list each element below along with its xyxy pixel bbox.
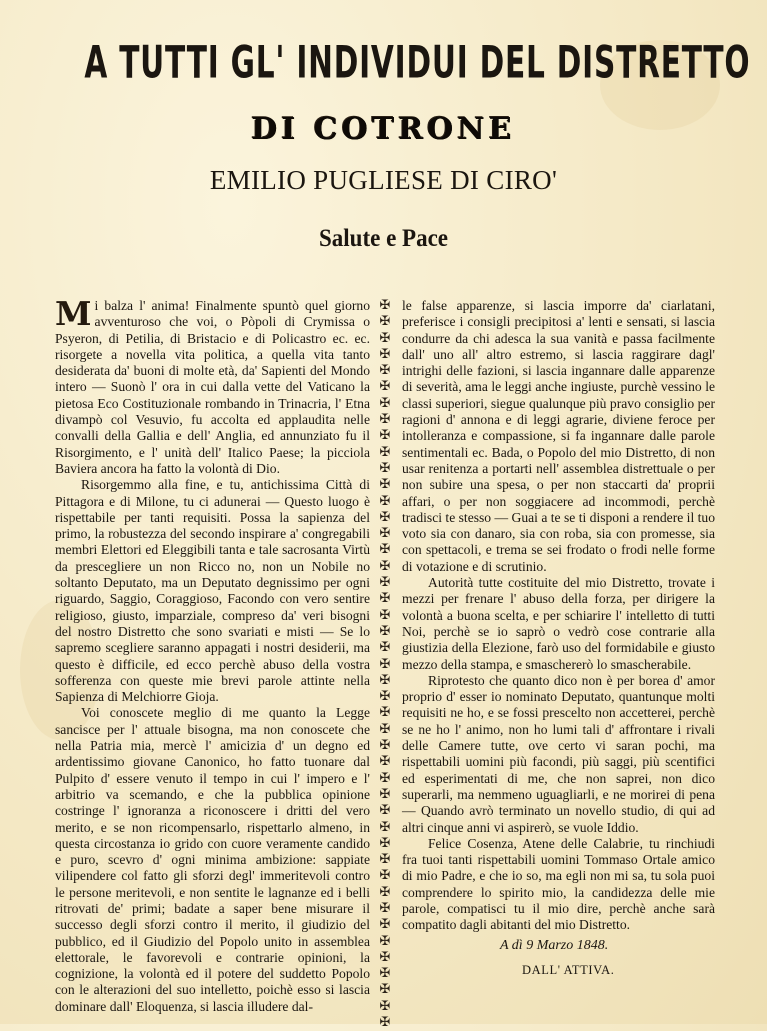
- signature: DALL' ATTIVA.: [522, 963, 615, 977]
- drop-cap: M: [55, 294, 92, 333]
- paragraph-text: i balza l' anima! Finalmente spuntò quel giorno avventuroso che voi, o Pòpoli di Crymissa o Psyeron, di Petilia, di Bristacio e di Policastro ec. ec. risorgete a novella vita politica, a quella vita tanto desiderata da' buoni di molte età, da' Sapienti del Mondo intero — Suonò l' ora in cui dalla vette del Vaticano la pietosa Eco Costituzionale rombando in Trinacria, l' Etna divampò col Vesuvio, fu accolta ed applaudita nelle convalli della Gallia e dell' Anglia, ed annunziato fu il Risorgimento, e l' unità dell' Italico Paese; la picciola Baviera ancora ha fatto la volontà di Dio.: [55, 298, 370, 476]
- paragraph: Risorgemmo alla fine, e tu, antichissima Città di Pittagora e di Milone, tu ci adunerai — Questo luogo è rispettabile per tanti requisiti. Possa la sapienza del primo, la robustezza del secondo inspirare a' congregabili membri Elettori ed Eleggibili tanta e tale sacrosanta Virtù da prescegliere un non Ricco no, non un Nobile no soltanto Deputato, ma un Deputato degnissimo per ogni riguardo, Saggio, Coraggioso, Facondo con vero sentire religioso, giusto, imparziale, compreso da' veri bisogni del nostro Distretto che sono svariati e misti — Se lo sapremo scegliere saranno appagati i nostri desiderii, ma questo è difficile, ed ecco perchè abuso della vostra sofferenza con queste mie brevi parole attinte nella Sapienza di Melchiorre Gioja.: [55, 477, 370, 705]
- right-column: [402, 298, 715, 934]
- date-line: A dì 9 Marzo 1848.: [500, 938, 609, 953]
- paragraph: [55, 294, 370, 477]
- salutation: Salute e Pace: [318, 225, 449, 252]
- paragraph: Felice Cosenza, Atene delle Calabrie, tu rinchiudi fra tuoi tanti rispettabili uomini Tommaso Ortale amico di mio Padre, e che io so, ma egli non mi sa, tu sola puoi comprendere lo spirito mio, la candidezza delle mie parole, compatisci tu il mio dire, perchè anche sarà compatito dagli abitanti del mio Distretto.: [402, 835, 715, 933]
- left-column: [55, 294, 370, 1015]
- paragraph: Voi conoscete meglio di me quanto la Legge sancisce per l' attuale bisogna, ma non conoscete che nella Patria mia, mercè l' amicizia d' un degno ed ardentissimo giovane Canonico, ho fatto tuonare dal Pulpito d' essere venuto il tempo in cui l' impero e l' arbitrio va scemando, e che la pubblica opinione costringe l' ignoranza a riconoscere i dritti del vero merito, e se non ricompensarlo, rispettarlo almeno, in questa circostanza io grido con cuore veramente candido e puro, scevro d' ogni minima ambizione: sappiate vilipendere col fatto gli sforzi degl' immeritevoli contro le persone meritevoli, e non sentite le lagnanze ed i belli ritrovati de' primi; badate a saper bene misurare il successo degli sforzi contro il merito, il giudizio del pubblico, ed il Giudizio del Popolo unito in assemblea elettorale, le favorevoli e contrarie opinioni, la cognizione, la volontà ed il potere del suddetto Popolo con le alterazioni del suo intelletto, poichè esso si lascia dominare dall' Eloquenza, si lascia illudere dal-: [55, 705, 370, 1014]
- page-subtitle: DI COTRONE: [251, 112, 516, 147]
- page-title: A TUTTI GL' INDIVIDUI DEL DISTRETTO: [84, 36, 751, 88]
- paragraph: Riprotesto che quanto dico non è per borea d' amor proprio d' esser io nominato Deputato, quantunque molti requisiti ne ho, e se fossi prescelto non accetterei, perchè se ne ho l' animo, non ho lumi tali d' affrontare i rivali delle Camere tutte, ove certo vi saran pochi, ma rispettabili uomini più facondi, più saggi, più scentifici ed esperimentati di me, che non saprei, non dico superarli, ma nemmeno uguagliarli, e ne morirei di pena — Quando avrò terminato un novello studio, di qui ad altri cinque anni vi aspirerò, se vuole Iddio.: [402, 672, 715, 835]
- author-line: EMILIO PUGLIESE DI CIRO': [209, 165, 558, 195]
- paragraph: le false apparenze, si lascia imporre da' ciarlatani, preferisce i consigli precipitosi a' lenti e sensati, si lascia condurre da chi adesca la sua vanità e passa facilmente dall' uno all' altro estremo, si lascia raggirare dagl' intrighi delle fazioni, si lascia ingannare dalle apparenze di severità, ama le leggi anche ingiuste, purchè vessino le classi superiori, siegue qualunque più pravo consiglio per ragioni d' annona e di leggi agrarie, diviene feroce per intolleranza e compassione, si fa ingannare dalle parole sentimentali ec. Bada, o Popolo del mio Distretto, di non usar renitenza a portarti nell' assemblea distrettuale o per non subire una spesa, o per non staccarti da' proprii affari, o per non soggiacere ad incommodi, perchè tradisci te stesso — Guai a te se ti disponi a rendere il tuo voto sia con danaro, sia con roba, sia con promesse, sia con spettacoli, e trema se sei frodato o frodi nelle forme di votazione e di scrutinio.: [402, 298, 715, 574]
- ornamental-divider: ✠ ✠ ✠ ✠ ✠ ✠ ✠ ✠ ✠ ✠ ✠ ✠ ✠ ✠ ✠ ✠ ✠ ✠ ✠ ✠ ✠ ✠ ✠ ✠ ✠ ✠ ✠ ✠ ✠ ✠ ✠ ✠ ✠ ✠ ✠ ✠ ✠ ✠ ✠ ✠ ✠ ✠ ✠ ✠ ✠: [379, 298, 391, 1031]
- paragraph: Autorità tutte costituite del mio Distretto, trovate i mezzi per frenare l' abuso della forza, per dirigere la volontà a buona scelta, e per schiarire l' intelletto di tutti Noi, perchè se io saprò o vedrò cose contrarie alla giustizia della Elezione, farò uso del formidabile e giusto mezzo della stampa, e smaschererò lo smascherabile.: [402, 575, 715, 672]
